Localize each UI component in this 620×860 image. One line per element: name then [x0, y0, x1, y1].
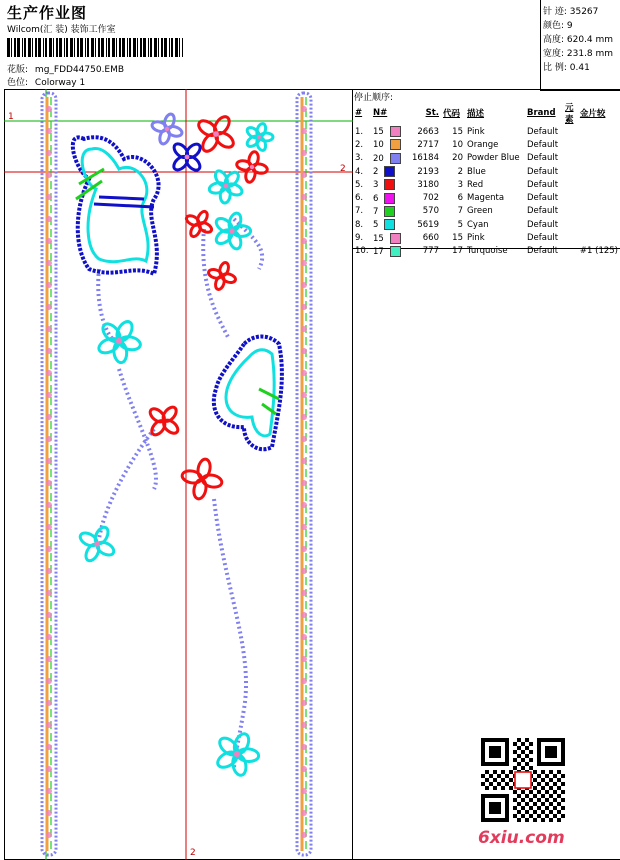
right-border-stripe-dot	[301, 832, 307, 838]
row-index: 5.	[355, 179, 364, 190]
left-border-stripe-dot	[46, 810, 52, 816]
row-element	[563, 191, 578, 204]
row-stitches: 660	[422, 233, 439, 244]
row-element	[563, 218, 578, 231]
qr-code-image	[481, 738, 565, 822]
right-border-stripe-dot	[301, 678, 307, 684]
row-brand: Default	[527, 233, 559, 244]
row-extra	[578, 165, 620, 178]
left-border-stripe-dot	[46, 634, 52, 640]
row-index: 9.	[355, 233, 364, 244]
row-desc: Pink	[467, 126, 485, 137]
right-border-stripe-dot	[301, 810, 307, 816]
right-border-stripe-dot	[301, 414, 307, 420]
left-border-stripe-dot	[46, 458, 52, 464]
guide-mark-right: 2	[340, 164, 346, 174]
left-border-stripe-dot	[46, 722, 52, 728]
table-row	[353, 178, 620, 191]
row-needle: 3	[371, 178, 403, 191]
left-border-stripe-dot	[46, 348, 52, 354]
row-brand: Default	[527, 246, 559, 257]
right-border-stripe-dot	[301, 238, 307, 244]
table-row	[353, 152, 620, 165]
color-sequence-table	[353, 101, 620, 258]
row-index: 3.	[355, 153, 364, 164]
left-border-stripe-dot	[46, 414, 52, 420]
right-border-stripe-dot	[301, 722, 307, 728]
left-border-stripe-dot	[46, 502, 52, 508]
left-border-stripe-dot	[46, 260, 52, 266]
row-desc: Orange	[467, 139, 499, 150]
right-border-stripe-dot	[301, 172, 307, 178]
col-index-header: #	[355, 108, 363, 118]
right-border-stripe-dot	[301, 194, 307, 200]
stem-5	[214, 499, 246, 769]
row-stitches: 702	[422, 193, 439, 204]
row-code: 5	[457, 219, 463, 230]
right-border-stripe-dot	[301, 590, 307, 596]
row-code: 15	[452, 233, 463, 244]
stats-box	[540, 0, 620, 91]
right-border-stripe-dot	[301, 700, 307, 706]
left-border-stripe-dot	[46, 436, 52, 442]
design-file-label: 花版:	[7, 65, 29, 75]
col-code-header: 代码	[443, 109, 461, 119]
right-border-stripe-dot	[301, 458, 307, 464]
row-extra	[578, 138, 620, 151]
right-border-stripe-dot	[301, 568, 307, 574]
row-element	[563, 152, 578, 165]
cyan-flower-mid-center	[224, 184, 229, 189]
col-stitches-header: St.	[425, 108, 439, 118]
left-border-stripe-dot	[46, 370, 52, 376]
right-border-stripe-dot	[301, 260, 307, 266]
right-border-stripe-outline	[297, 93, 311, 855]
right-border-stripe-dot	[301, 348, 307, 354]
row-needle: 10	[371, 138, 403, 151]
row-element	[563, 245, 578, 258]
color-swatch	[384, 219, 395, 230]
left-border-stripe-dot	[46, 304, 52, 310]
row-element	[563, 178, 578, 191]
left-border-stripe-dot	[46, 106, 52, 112]
table-row	[353, 138, 620, 151]
color-swatch	[390, 246, 401, 257]
row-code: 6	[457, 193, 463, 204]
row-desc: Green	[467, 206, 493, 217]
row-extra: #1 (125)	[579, 246, 618, 257]
table-row	[353, 205, 620, 218]
row-extra	[578, 191, 620, 204]
row-index: 6.	[355, 193, 364, 204]
embroidery-design-canvas	[4, 89, 353, 860]
row-desc: Magenta	[467, 193, 505, 204]
row-brand: Default	[527, 126, 559, 137]
color-swatch	[384, 166, 395, 177]
row-extra	[578, 205, 620, 218]
stitch-count: 针 迹: 35267	[543, 7, 599, 17]
red-flower-low-center	[220, 274, 224, 278]
row-desc: Blue	[467, 166, 486, 177]
row-stitches: 777	[422, 246, 439, 257]
row-desc: Turquoise	[467, 246, 508, 257]
row-index: 8.	[355, 219, 364, 230]
row-desc: Pink	[467, 233, 485, 244]
row-extra	[578, 178, 620, 191]
row-code: 20	[452, 153, 463, 164]
col-sequin-header: 金片较	[579, 109, 606, 119]
right-border-stripe-dot	[301, 216, 307, 222]
row-stitches: 16184	[411, 153, 439, 164]
right-border-stripe-dot	[301, 546, 307, 552]
design-width: 宽度: 231.8 mm	[543, 49, 614, 59]
cyan-flower-top-petal	[255, 122, 267, 137]
right-border-stripe-dot	[301, 304, 307, 310]
row-needle: 15	[371, 231, 403, 244]
right-border-stripe-dot	[301, 744, 307, 750]
right-border-stripe-dot	[301, 502, 307, 508]
right-border-stripe-dot	[301, 370, 307, 376]
color-count: 颜色: 9	[543, 21, 573, 31]
row-brand: Default	[527, 219, 559, 230]
left-border-stripe-dot	[46, 150, 52, 156]
row-element	[563, 231, 578, 244]
right-border-stripe-dot	[301, 106, 307, 112]
design-file-name: mg_FDD44750.EMB	[34, 65, 125, 75]
left-border-stripe-dot	[46, 524, 52, 530]
right-border-stripe-dot	[301, 788, 307, 794]
row-needle: 15	[371, 125, 403, 138]
table-row	[353, 218, 620, 231]
row-code: 15	[452, 126, 463, 137]
red-flower-center-center	[199, 476, 205, 482]
table-row	[353, 191, 620, 204]
row-stitches: 570	[422, 206, 439, 217]
cyan-flower-top-center	[257, 135, 261, 139]
right-border-stripe-dot	[301, 480, 307, 486]
site-watermark: 6xiu.com	[478, 828, 565, 848]
left-border-stripe-dot	[46, 744, 52, 750]
right-border-stripe-dot	[301, 150, 307, 156]
left-border-stripe-dot	[46, 832, 52, 838]
stop-sequence-label: 停止顺序:	[354, 93, 394, 103]
design-height: 高度: 620.4 mm	[543, 35, 614, 45]
col-desc-header: 描述	[467, 109, 485, 119]
row-desc: Powder Blue	[467, 153, 520, 164]
row-element	[563, 165, 578, 178]
row-element	[563, 125, 578, 138]
col-needle-header: N#	[373, 108, 388, 118]
cyan-flower-mid2-petal	[227, 212, 243, 232]
right-border-stripe-dot	[301, 656, 307, 662]
row-index: 4.	[355, 166, 364, 177]
row-element	[563, 138, 578, 151]
color-swatch	[384, 179, 395, 190]
barcode-image	[7, 38, 183, 57]
blue-flower-top-center	[185, 155, 190, 160]
studio-name: Wilcom(汇 装) 装饰工作室	[7, 25, 116, 35]
table-row	[353, 245, 620, 258]
left-border-stripe-dot	[46, 282, 52, 288]
row-index: 10.	[355, 246, 369, 257]
right-border-stripe-dot	[301, 766, 307, 772]
colorway-label: 色位:	[7, 78, 29, 88]
color-swatch	[390, 153, 401, 164]
left-border-stripe-dot	[46, 612, 52, 618]
right-border-stripe-dot	[301, 326, 307, 332]
right-border-stripe-dot	[301, 634, 307, 640]
guide-mark-bottom: 2	[190, 848, 196, 858]
row-needle: 6	[371, 191, 403, 204]
row-needle: 7	[371, 205, 403, 218]
table-row	[353, 125, 620, 138]
cyan-flower-left-center	[116, 338, 122, 344]
col-element-header: 元素	[565, 103, 574, 125]
col-brand-header: Brand	[527, 108, 556, 118]
left-border-stripe-dot	[46, 194, 52, 200]
color-swatch	[384, 193, 395, 204]
red-flower-top-center	[213, 131, 219, 137]
left-border-stripe-dot	[46, 568, 52, 574]
row-brand: Default	[527, 166, 559, 177]
row-element	[563, 205, 578, 218]
left-border-stripe-dot	[46, 788, 52, 794]
row-needle: 5	[371, 218, 403, 231]
guide-mark-left: 1	[8, 112, 14, 122]
row-stitches: 5619	[417, 219, 439, 230]
color-swatch	[384, 206, 395, 217]
left-border-stripe-dot	[46, 238, 52, 244]
row-code: 7	[457, 206, 463, 217]
table-row	[353, 231, 620, 244]
colorway-row	[7, 75, 85, 88]
right-border-stripe-dot	[301, 524, 307, 530]
row-index: 1.	[355, 126, 364, 137]
left-border-stripe-dot	[46, 172, 52, 178]
colorway-name: Colorway 1	[34, 78, 86, 88]
row-needle: 20	[371, 152, 403, 165]
right-border-stripe-dot	[301, 128, 307, 134]
row-extra	[578, 125, 620, 138]
row-index: 7.	[355, 206, 364, 217]
row-brand: Default	[527, 179, 559, 190]
page-title: 生产作业图	[7, 4, 88, 22]
row-code: 2	[457, 166, 463, 177]
left-border-stripe-dot	[46, 678, 52, 684]
row-brand: Default	[527, 206, 559, 217]
row-brand: Default	[527, 139, 559, 150]
red-flower-right-center	[250, 165, 254, 169]
left-border-stripe-dot	[46, 656, 52, 662]
design-file-row	[7, 62, 124, 75]
right-border-stripe-dot	[301, 392, 307, 398]
row-needle: 2	[371, 165, 403, 178]
cyan-flower-bottom-center	[234, 751, 240, 757]
red-flower-left-center	[162, 419, 167, 424]
row-needle: 17	[371, 245, 403, 258]
design-scale: 比 例: 0.41	[543, 63, 590, 73]
left-border-stripe-dot	[46, 546, 52, 552]
row-code: 10	[452, 139, 463, 150]
row-brand: Default	[527, 153, 559, 164]
right-border-stripe-dot	[301, 612, 307, 618]
right-border-stripe-dot	[301, 282, 307, 288]
color-swatch	[390, 233, 401, 244]
right-flower-leaf	[259, 389, 279, 414]
left-border-stripe-dot	[46, 590, 52, 596]
row-desc: Red	[467, 179, 484, 190]
left-border-stripe-dot	[46, 326, 52, 332]
row-code: 3	[457, 179, 463, 190]
right-border-stripe-dot	[301, 436, 307, 442]
cyan-flower-mid2-center	[229, 228, 234, 233]
row-desc: Cyan	[467, 219, 489, 230]
left-border-stripe-outline	[42, 93, 56, 855]
row-stitches: 2663	[417, 126, 439, 137]
row-extra	[578, 218, 620, 231]
row-index: 2.	[355, 139, 364, 150]
row-brand: Default	[527, 193, 559, 204]
cyan-flower-low-left-center	[94, 541, 99, 546]
powder-flower-top-center	[165, 127, 169, 131]
row-extra	[578, 231, 620, 244]
row-stitches: 3180	[417, 179, 439, 190]
color-swatch	[390, 139, 401, 150]
left-border-stripe-dot	[46, 128, 52, 134]
left-border-stripe-dot	[46, 216, 52, 222]
left-border-stripe-dot	[46, 392, 52, 398]
row-extra	[578, 152, 620, 165]
left-border-stripe-dot	[46, 700, 52, 706]
left-border-stripe-dot	[46, 480, 52, 486]
row-stitches: 2193	[417, 166, 439, 177]
table-row	[353, 165, 620, 178]
table-header-row	[353, 101, 620, 125]
row-stitches: 2717	[417, 139, 439, 150]
row-code: 17	[452, 246, 463, 257]
red-flower-small-center	[197, 222, 201, 226]
color-swatch	[390, 126, 401, 137]
left-border-stripe-dot	[46, 766, 52, 772]
